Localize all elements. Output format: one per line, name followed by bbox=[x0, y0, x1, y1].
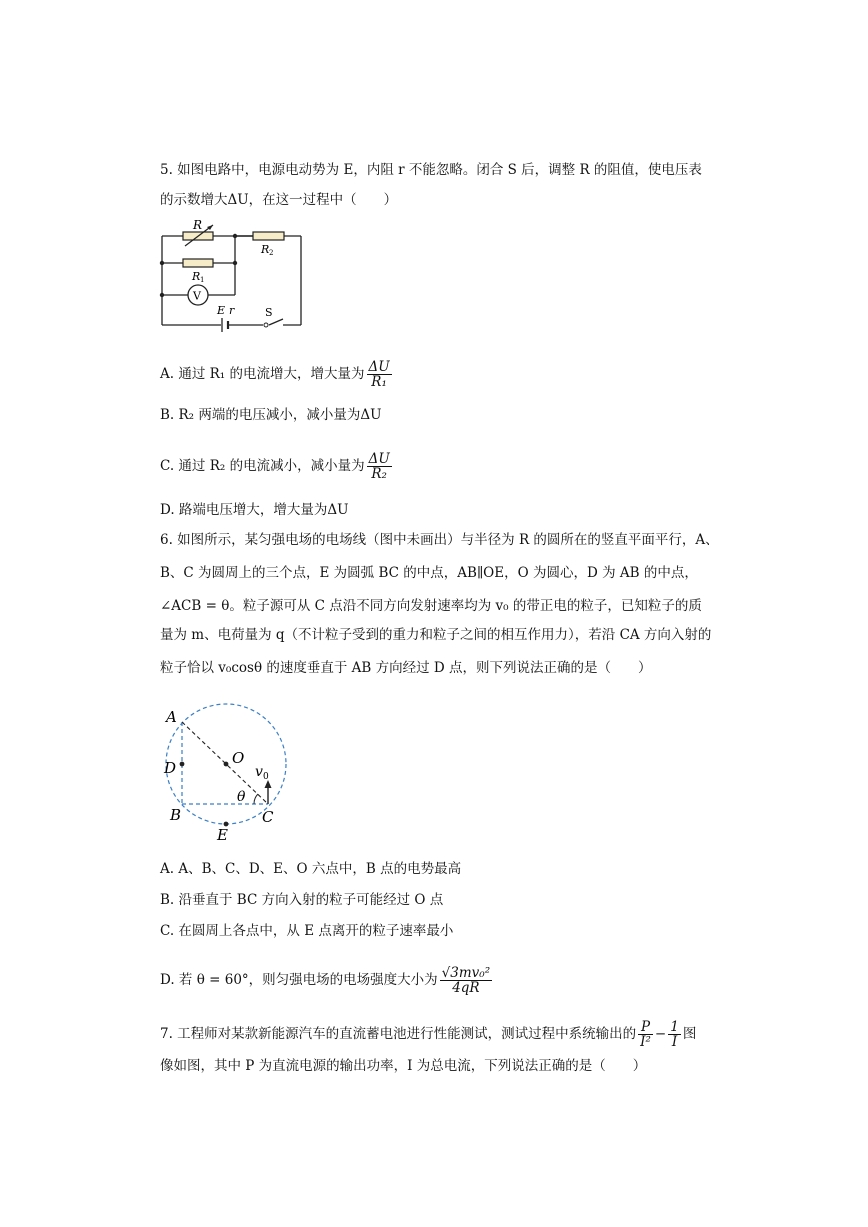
q7-fraction-1-over-i: $\frac{1}{I}$ bbox=[670, 1019, 679, 1050]
q5-option-a bbox=[160, 360, 394, 389]
label-R2-sub: 2 bbox=[269, 249, 274, 257]
label-E: E bbox=[217, 826, 228, 844]
q6-stem-line4: 量为 m、电荷量为 q（不计粒子受到的重力和粒子之间的相互作用力），若沿 CA 方向入射的 bbox=[160, 627, 712, 643]
label-theta: θ bbox=[237, 789, 246, 805]
label-v0: v bbox=[255, 764, 263, 780]
q5-option-c-text: C. 通过 R₂ 的电流减小，减小量为 bbox=[160, 458, 365, 474]
q6-option-d bbox=[160, 966, 494, 995]
q5-option-a-text: A. 通过 R₁ 的电流增大，增大量为 bbox=[160, 366, 365, 382]
q5-stem-line1: 5. 如图电路中，电源电动势为 E，内阻 r 不能忽略。闭合 S 后，调整 R 的阻值，使电压表 bbox=[160, 162, 702, 178]
label-D: D bbox=[164, 759, 177, 777]
q7-fraction-p-over-i2: $\frac{P}{\text{I²}}$ bbox=[640, 1019, 651, 1050]
q5-option-c bbox=[160, 452, 394, 481]
q6-stem-line5: 粒子恰以 v₀cosθ 的速度垂直于 AB 方向经过 D 点，则下列说法正确的是（ ） bbox=[160, 660, 652, 676]
label-S: S bbox=[265, 306, 273, 319]
q6-option-c: C. 在圆周上各点中，从 E 点离开的粒子速率最小 bbox=[160, 923, 454, 939]
q5-option-a-fraction: $\frac{\Delta U}{\text{R₁}}$ bbox=[368, 359, 390, 390]
resistor-R2 bbox=[253, 232, 284, 240]
label-C: C bbox=[262, 808, 274, 826]
label-V: V bbox=[193, 289, 201, 303]
label-R: R bbox=[193, 218, 203, 232]
q6-option-d-text: D. 若 θ = 60°，则匀强电场的电场强度大小为 bbox=[160, 972, 438, 988]
q5-option-d: D. 路端电压增大，增大量为ΔU bbox=[160, 502, 349, 518]
q6-option-d-fraction: $\frac{\text{√3mv₀²}}{4qR}$ bbox=[441, 965, 491, 996]
resistor-R1 bbox=[183, 259, 213, 267]
q5-stem-line2: 的示数增大ΔU，在这一过程中（ ） bbox=[160, 192, 398, 208]
label-B: B bbox=[170, 806, 182, 824]
label-R1: R bbox=[192, 270, 201, 283]
q6-stem-line3: ∠ACB = θ。粒子源可从 C 点沿不同方向发射速率均为 v₀ 的带正电的粒子，已知粒子的质 bbox=[160, 598, 702, 614]
q7-stem-line2: 像如图，其中 P 为直流电源的输出功率，I 为总电流，下列说法正确的是（ ） bbox=[160, 1058, 647, 1074]
q6-option-b: B. 沿垂直于 BC 方向入射的粒子可能经过 O 点 bbox=[160, 892, 444, 908]
q5-option-c-fraction: $\frac{\Delta U}{\text{R₂}}$ bbox=[368, 451, 390, 482]
q5-circuit-diagram bbox=[155, 215, 315, 333]
q7-dash: − bbox=[654, 1026, 667, 1042]
q7-stem-line1 bbox=[160, 1020, 696, 1049]
label-r: r bbox=[229, 304, 235, 317]
label-A: A bbox=[166, 708, 177, 726]
label-R1-sub: 1 bbox=[200, 276, 205, 284]
q6-circle-diagram bbox=[160, 700, 300, 845]
q6-stem-line1: 6. 如图所示，某匀强电场的电场线（图中未画出）与半径为 R 的圆所在的竖直平面平行，A、 bbox=[160, 532, 719, 548]
label-E: E bbox=[217, 304, 226, 317]
q7-stem-end: 图 bbox=[682, 1026, 697, 1042]
label-O: O bbox=[232, 749, 245, 767]
q6-stem-line2: B、C 为圆周上的三个点，E 为圆弧 BC 的中点，AB∥OE，O 为圆心，D 为 AB 的中点， bbox=[160, 565, 698, 581]
q5-option-b: B. R₂ 两端的电压减小，减小量为ΔU bbox=[160, 407, 382, 423]
label-R2: R bbox=[261, 243, 270, 256]
q7-stem-text: 7. 工程师对某款新能源汽车的直流蓄电池进行性能测试，测试过程中系统输出的 bbox=[160, 1026, 637, 1042]
q6-option-a: A. A、B、C、D、E、O 六点中，B 点的电势最高 bbox=[160, 861, 462, 877]
label-v0-sub: 0 bbox=[263, 772, 269, 782]
